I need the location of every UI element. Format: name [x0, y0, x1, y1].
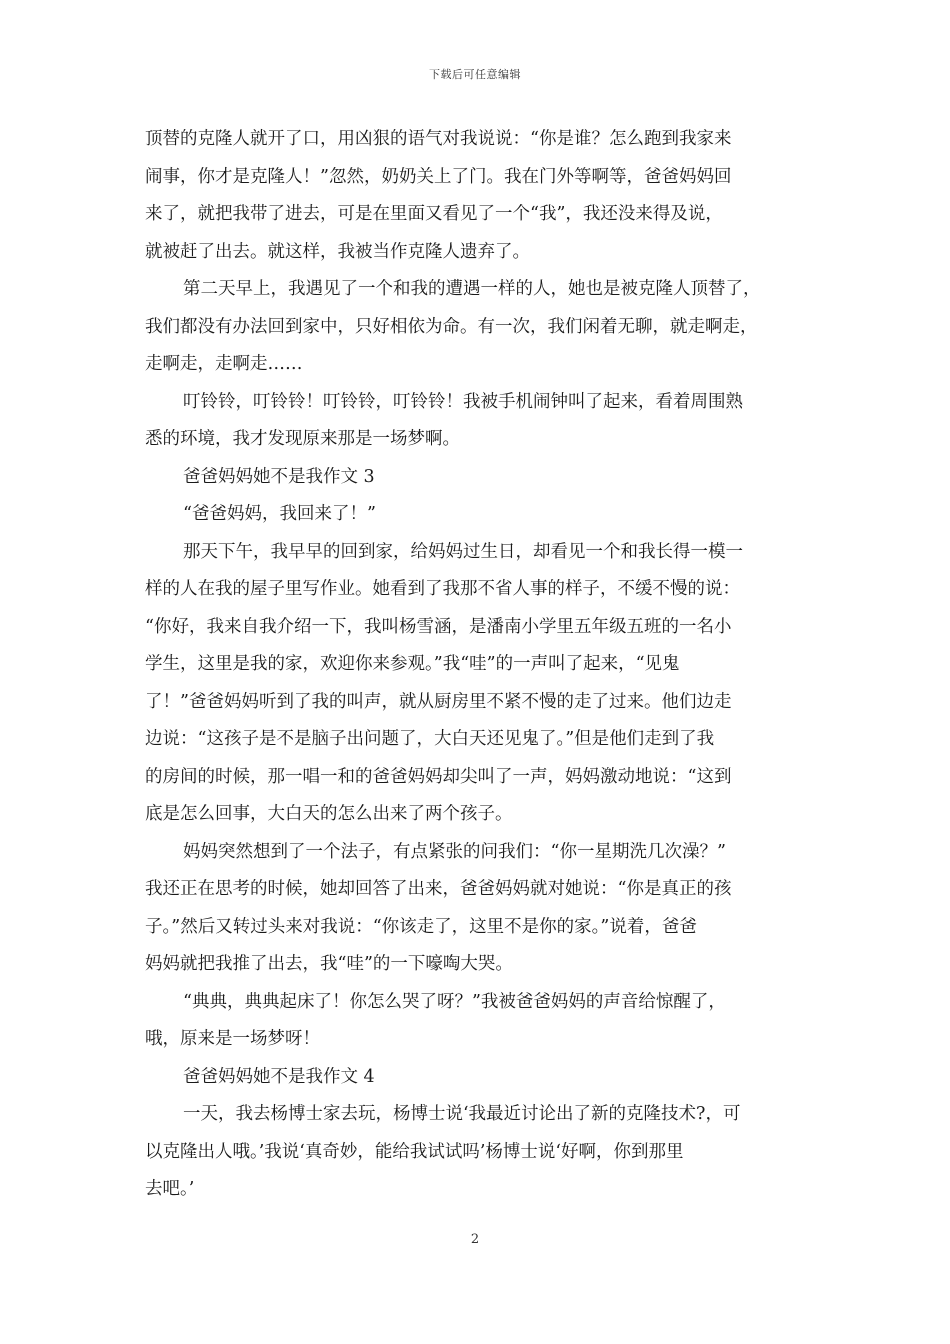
text-line: 的房间的时候，那一唱一和的爸爸妈妈却尖叫了一声，妈妈激动地说：“这到 — [145, 766, 732, 787]
text-line: “爸爸妈妈，我回来了！” — [183, 504, 376, 524]
text-line: 就被赶了出去。就这样，我被当作克隆人遗弃了。 — [145, 241, 530, 262]
text-line: 子。”然后又转过头来对我说：“你该走了，这里不是你的家。”说着，爸爸 — [145, 916, 697, 937]
text-line: 以克隆出人哦。’我说‘真奇妙，能给我试试吗’杨博士说‘好啊，你到那里 — [145, 1141, 684, 1162]
text-line: 悉的环境，我才发现原来那是一场梦啊。 — [145, 429, 460, 449]
text-line: 哦，原来是一场梦呀！ — [145, 1029, 320, 1049]
text-line: 走啊走，走啊走…… — [145, 354, 303, 374]
text-line: 爸爸妈妈她不是我作文 3 — [183, 466, 375, 487]
page-number: 2 — [470, 1232, 480, 1247]
text-line: 妈妈突然想到了一个法子，有点紧张的问我们：“你一星期洗几次澡？” — [183, 841, 726, 862]
text-line: 闹事，你才是克隆人！”忽然，奶奶关上了门。我在门外等啊等，爸爸妈妈回 — [145, 166, 732, 187]
text-line: 底是怎么回事，大白天的怎么出来了两个孩子。 — [145, 804, 513, 824]
text-line: 去吧。’ — [145, 1179, 195, 1199]
text-line: 我还正在思考的时候，她却回答了出来，爸爸妈妈就对她说：“你是真正的孩 — [145, 879, 732, 899]
text-line: 样的人在我的屋子里写作业。她看到了我那不省人事的样子，不缓不慢的说： — [145, 579, 740, 599]
text-line: 了！”爸爸妈妈听到了我的叫声，就从厨房里不紧不慢的走了过来。他们边走 — [145, 691, 732, 712]
document-body — [145, 121, 807, 1209]
text-line: 一天，我去杨博士家去玩，杨博士说‘我最近讨论出了新的克隆技术?，可 — [183, 1104, 741, 1124]
text-line: 那天下午，我早早的回到家，给妈妈过生日，却看见一个和我长得一模一 — [183, 541, 743, 562]
text-line: “你好，我来自我介绍一下，我叫杨雪涵，是潘南小学里五年级五班的一名小 — [145, 616, 732, 637]
text-line: 边说：“这孩子是不是脑子出问题了，大白天还见鬼了。”但是他们走到了我 — [145, 729, 715, 749]
page-header: 下载后可任意编辑 — [429, 68, 521, 81]
text-line: “典典，典典起床了！你怎么哭了呀？”我被爸爸妈妈的声音给惊醒了， — [183, 991, 726, 1012]
text-line: 叮铃铃，叮铃铃！叮铃铃，叮铃铃！我被手机闹钟叫了起来，看着周围熟 — [183, 391, 743, 412]
text-line: 来了，就把我带了进去，可是在里面又看见了一个“我”，我还没来得及说， — [145, 204, 723, 224]
text-line: 顶替的克隆人就开了口，用凶狠的语气对我说说：“你是谁？怎么跑到我家来 — [145, 129, 732, 149]
text-line: 我们都没有办法回到家中，只好相依为命。有一次，我们闲着无聊，就走啊走， — [145, 316, 758, 337]
text-line: 第二天早上，我遇见了一个和我的遭遇一样的人，她也是被克隆人顶替了， — [183, 279, 761, 299]
text-line: 爸爸妈妈她不是我作文 4 — [183, 1066, 375, 1087]
text-line: 妈妈就把我推了出去，我“哇”的一下嚎啕大哭。 — [145, 954, 513, 974]
text-line: 学生，这里是我的家，欢迎你来参观。”我“哇”的一声叫了起来，“见鬼 — [145, 654, 680, 674]
